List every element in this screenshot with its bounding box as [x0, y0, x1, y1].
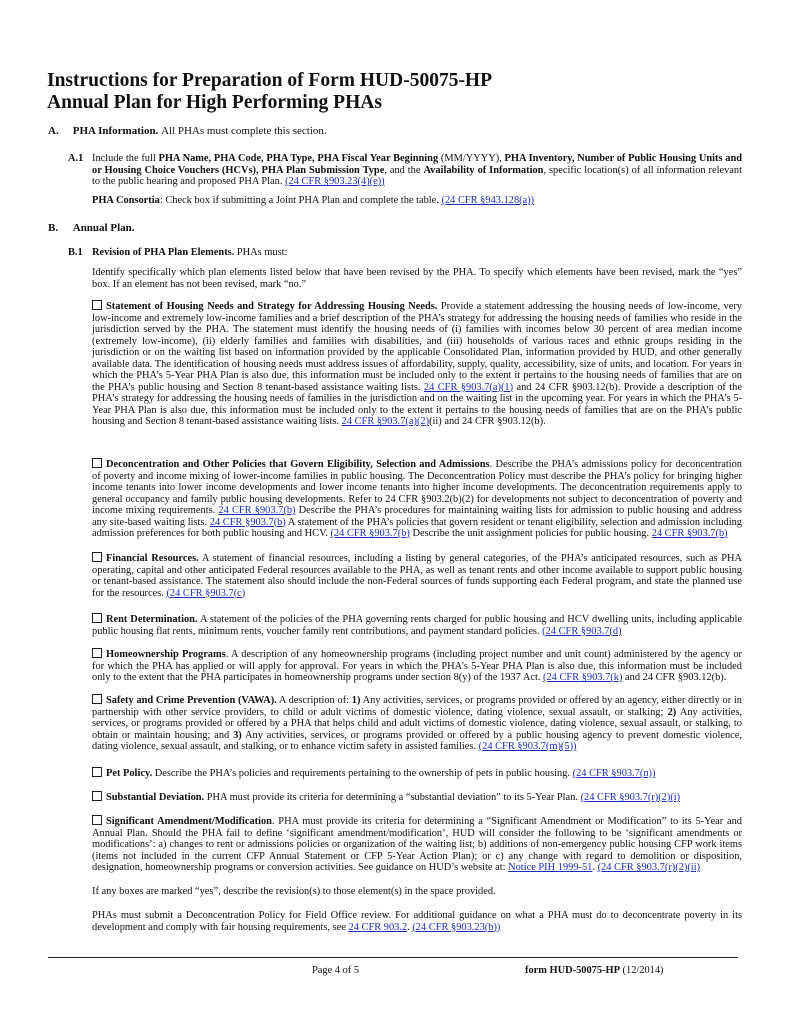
cfr-link[interactable]: (24 CFR §903.7(m)(5)) [478, 741, 577, 752]
section-b-heading: B. Annual Plan. [48, 222, 135, 234]
closing-paragraph-2: PHAs must submit a Deconcentration Policy for Field Office review. For additional guidance on what a PHA must do to deconcentrate poverty in its development and comply with fair housing requirements, see 24 CFR 903.2. (24 CFR §903.23(b)) [92, 910, 742, 933]
closing-paragraph-1: If any boxes are marked “yes”, describe the revision(s) to those element(s) in the space provided. [92, 886, 496, 897]
item-rent-determination: Rent Determination. A statement of the policies of the PHA governing rents charged for public housing and HCV dwelling units, including applicable public housing flat rents, minimum rents, voucher family rent contributions, and payment standard policies. (24 CFR §903.7(d) [92, 614, 743, 637]
cfr-link[interactable]: 24 CFR §903.7(a)(2) [341, 416, 430, 427]
pet-policy-checkbox[interactable] [92, 767, 102, 777]
item-substantial-deviation: Substantial Deviation. PHA must provide its criteria for determining a “substantial deviation” to its 5-Year Plan. (24 CFR §903.7(r)(2)(i) [92, 791, 742, 804]
item-deconcentration: Deconcentration and Other Policies that Govern Eligibility, Selection and Admissions. Describe the PHA’s admissions policy for deconcentration of poverty and income mixing of lower-income families in public housing. The Deconcentration Policy must describe the PHA’s policy for bringing higher income tenants into lower income developments and lower income tenants into higher income developments. The deconcentration requirements apply to general occupancy and family public housing developments. Refer to 24 CFR §903.2(b)(2) for developments not subject to deconcentration of poverty and income mixing requirements. 24 CFR §903.7(b) Describe the PHA’s procedures for maintaining waiting lists for admission to public housing and address any site-based waiting lists. 24 CFR §903.7(b) A statement of the PHA’s policies that govern resident or tenant eligibility, selection and admission including admission preferences for both public housing and HCV. (24 CFR §903.7(b) Describe the unit assignment policies for public housing. 24 CFR §903.7(b) [92, 459, 742, 539]
cfr-link[interactable]: (24 CFR §903.23(4)(e)) [285, 176, 385, 187]
cfr-link[interactable]: (24 CFR §903.7(d) [542, 625, 622, 637]
title-line-2: Annual Plan for High Performing PHAs [47, 92, 382, 113]
item-housing-needs: Statement of Housing Needs and Strategy for Addressing Housing Needs. Provide a statement addressing the housing needs of low-income, very low-income and extremely low-income families and a brief description of the PHA’s strategy for addressing the housing needs of families who reside in the jurisdiction served by the PHA. The statement must identify the housing needs of (i) families with incomes below 30 percent of area median income (extremely low-income), (ii) elderly families and families with disabilities, and (iii) households of various races and ethnic groups residing in the jurisdiction or on the waiting list based on information provided by the applicable Consolidated Plan, information provided by HUD, and other generally available data. The identification of housing needs must address issues of affordability, supply, quality, accessibility, size of units, and location. For years in which the PHA’s 5-Year PHA Plan is also due, this information must be included only to the extent it pertains to the housing needs of families that are on the PHA’s public housing and Section 8 tenant-based assistance waiting lists. 24 CFR §903.7(a)(1) and 24 CFR §903.12(b). Provide a description of the PHA’s strategy for addressing the housing needs of families in the jurisdiction and on the waiting list in the upcoming year. For years in which the PHA’s 5-Year PHA Plan is also due, this information must be included only to the extent it pertains to the housing needs of families that are on the PHA’s public housing and Section 8 tenant-based assistance waiting lists. 24 CFR §903.7(a)(2)(ii) and 24 CFR §903.12(b). [92, 301, 742, 427]
consortia-paragraph: PHA Consortia: Check box if submitting a Joint PHA Plan and complete the table. (24 CFR §943.128(a)) [92, 195, 535, 206]
cfr-link[interactable]: (24 CFR §903.7(c) [166, 587, 246, 599]
cfr-link[interactable]: (24 CFR §903.7(r)(2)(i) [580, 792, 681, 803]
amendment-checkbox[interactable] [92, 815, 102, 825]
cfr-link[interactable]: 24 CFR 903.2 [348, 921, 408, 933]
b1-number: B.1 [68, 247, 83, 258]
cfr-link[interactable]: 24 CFR §903.7(b) [218, 505, 296, 516]
cfr-link[interactable]: (24 CFR §943.128(a)) [441, 195, 535, 206]
cfr-link[interactable]: (24 CFR §903.7(k) [543, 672, 623, 683]
cfr-link[interactable]: 24 CFR §903.7(b) [209, 516, 286, 528]
homeownership-checkbox[interactable] [92, 648, 102, 658]
cfr-link[interactable]: (24 CFR §903.7(r)(2)(ii) [597, 862, 701, 873]
cfr-link[interactable]: 24 CFR §903.7(b) [651, 528, 728, 539]
page-title [47, 70, 492, 114]
item-safety-crime-prevention: Safety and Crime Prevention (VAWA). A description of: 1) Any activities, services, or programs provided or offered by an agency, either directly or in partnership with other service providers, to child or adult victims of domestic violence, dating violence, sexual assault, or stalking; 2) Any activities, services, or programs provided or offered by a PHA that helps child and adult victims of domestic violence, dating violence, sexual assault, or stalking, to obtain or maintain housing; and 3) Any activities, services, or programs provided or offered by a public housing agency to prevent domestic violence, dating violence, sexual assault, and stalking, or to enhance victim safety in assisted families. (24 CFR §903.7(m)(5)) [92, 695, 743, 752]
cfr-link[interactable]: (24 CFR §903.7(n)) [572, 768, 656, 779]
form-id: form HUD-50075-HP (12/2014) [525, 965, 664, 976]
footer-divider [48, 957, 738, 958]
title-line-1: Instructions for Preparation of Form HUD-50075-HP [47, 70, 493, 91]
b1-intro: Identify specifically which plan elements listed below that have been revised by the PHA. To specify which elements have been revised, mark the “yes” box. If an element has not been revised, mark “no.” [92, 267, 742, 290]
notice-link[interactable]: Notice PIH 1999-51 [508, 862, 593, 873]
cfr-link[interactable]: 24 CFR §903.7(a)(1) [423, 381, 514, 393]
item-financial-resources: Financial Resources. A statement of financial resources, including a listing by general categories, of the PHA’s anticipated resources, such as PHA operating, capital and other anticipated Federal resources available to the PHA, as well as tenant rents and other income available to support public housing or tenant-based assistance. The statement also should include the non-Federal sources of funds supporting each Federal program, and state the planned use for the resources. (24 CFR §903.7(c) [92, 553, 742, 599]
a1-number: A.1 [68, 153, 84, 164]
a1-paragraph: Include the full PHA Name, PHA Code, PHA Type, PHA Fiscal Year Beginning (MM/YYYY), PHA Inventory, Number of Public Housing Units and or Housing Choice Vouchers (HCVs), PHA Plan Submission Type, and the Availability of Information, specific location(s) of all information relevant to the public hearing and proposed PHA Plan. (24 CFR §903.23(4)(e)) [92, 153, 743, 187]
cfr-link[interactable]: (24 CFR §903.7(b) [330, 528, 410, 539]
page-number: Page 4 of 5 [312, 965, 360, 976]
item-homeownership: Homeownership Programs. A description of any homeownership programs (including project number and unit count) administered by the agency or for which the PHA has applied or will apply for approval. For years in which the PHA’s 5-Year PHA Plan is also due, this information must be included only to the extent that the PHA participates in homeownership programs under section 8(y) of the 1937 Act. (24 CFR §903.7(k) and 24 CFR §903.12(b). [92, 649, 742, 683]
deviation-checkbox[interactable] [92, 791, 102, 801]
housing-needs-checkbox[interactable] [92, 300, 102, 310]
financial-resources-checkbox[interactable] [92, 552, 102, 562]
deconcentration-checkbox[interactable] [92, 458, 102, 468]
rent-determination-checkbox[interactable] [92, 613, 102, 623]
item-pet-policy: Pet Policy. Describe the PHA’s policies and requirements pertaining to the ownership of pets in public housing. (24 CFR §903.7(n)) [92, 767, 742, 780]
section-a-heading: A. PHA Information. All PHAs must complete this section. [48, 125, 327, 137]
cfr-link[interactable]: (24 CFR §903.23(b)) [412, 921, 501, 933]
b1-heading: Revision of PHA Plan Elements. PHAs must: [92, 247, 288, 258]
item-significant-amendment: Significant Amendment/Modification. PHA must provide its criteria for determining a “Significant Amendment or Modification” to its 5-Year and Annual Plan. Should the PHA fail to define ‘significant amendment/modification’, HUD will consider the following to be ‘significant amendments or modifications’: a) changes to rent or admissions policies or organization of the waiting list; b) additions of non-emergency public housing CFP work items (items not included in the current CFP Annual Statement or CFP 5-Year Action Plan); or c) any change with regard to demolition or disposition, designation, homeownership programs or conversion activities. See guidance on HUD’s website at: Notice PIH 1999-51. (24 CFR §903.7(r)(2)(ii) [92, 816, 743, 873]
safety-checkbox[interactable] [92, 694, 102, 704]
